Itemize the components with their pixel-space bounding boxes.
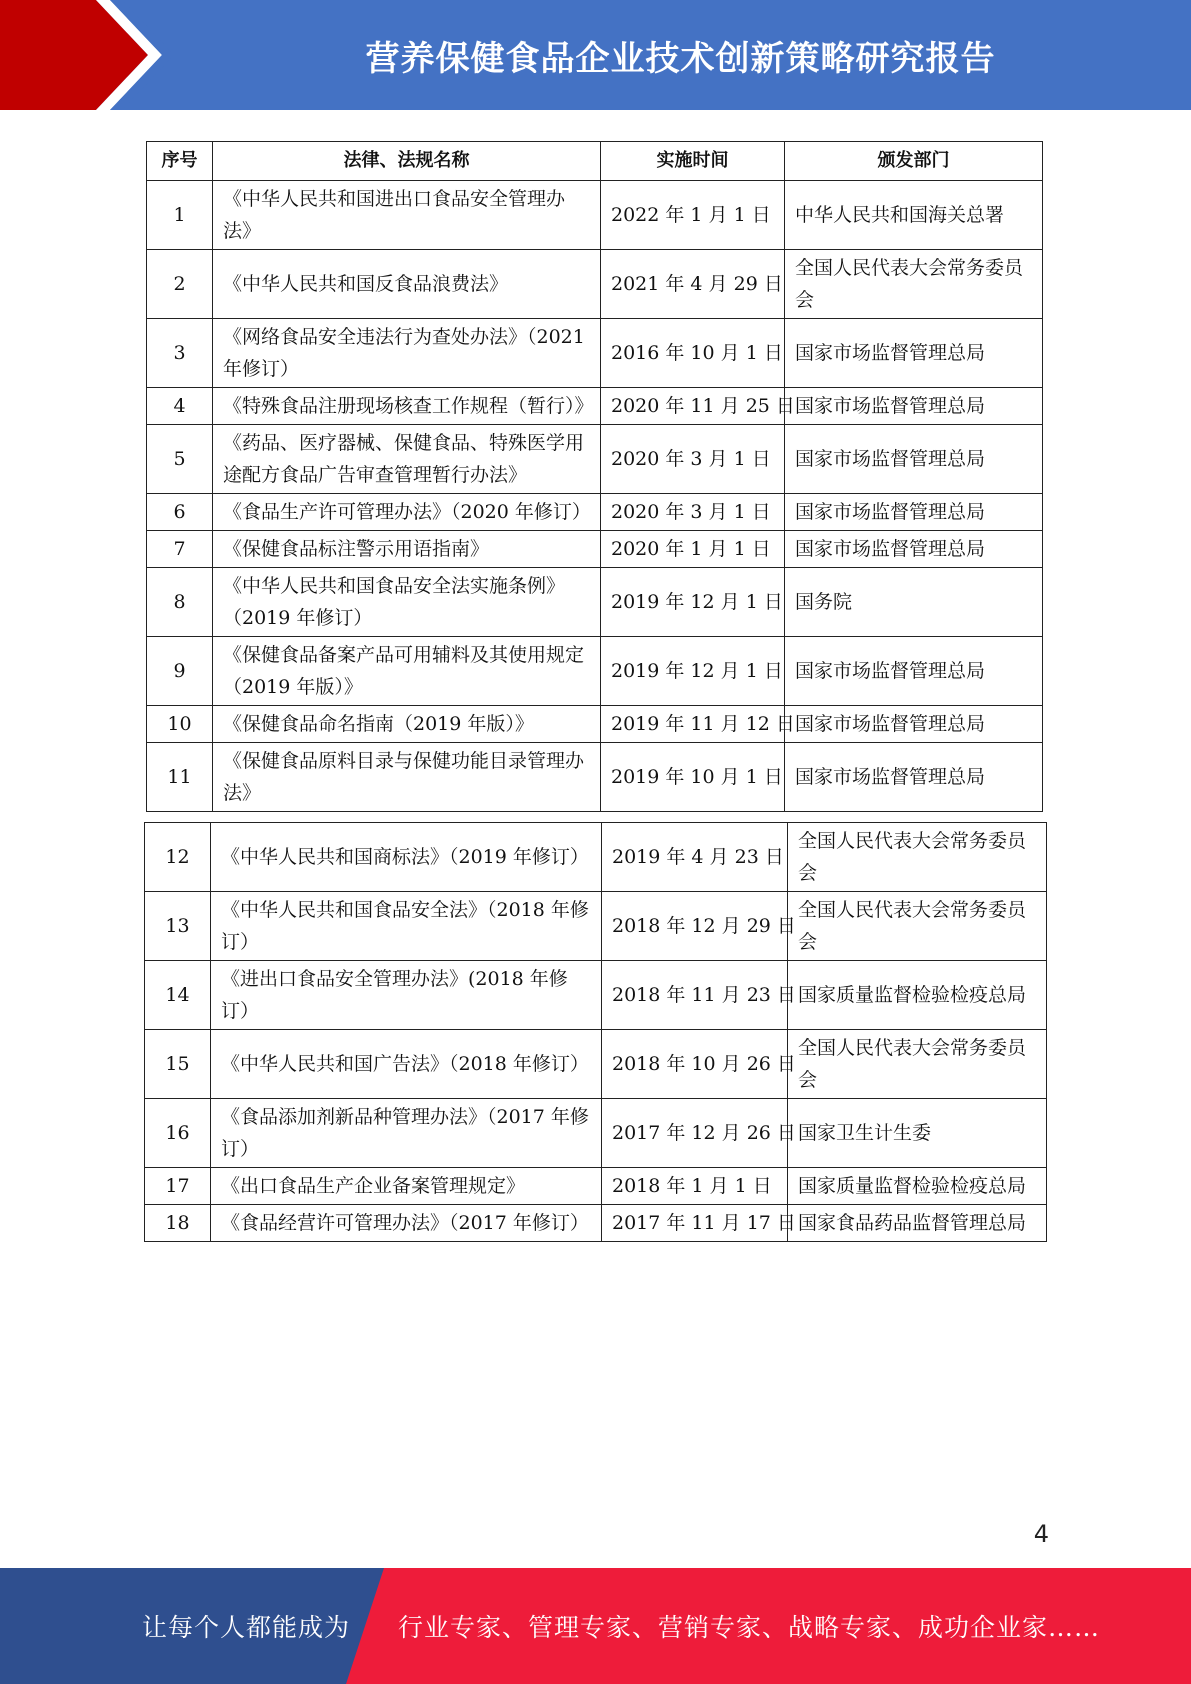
law-name: 《中华人民共和国食品安全法》（2018 年修订） <box>211 892 602 961</box>
issuing-department: 国家市场监督管理总局 <box>785 388 1043 425</box>
table-row <box>145 1030 1047 1099</box>
table-row <box>145 1168 1047 1205</box>
effective-date: 2019 年 12 月 1 日 <box>601 637 785 706</box>
effective-date: 2017 年 11 月 17 日 <box>602 1205 788 1242</box>
law-name: 《中华人民共和国食品安全法实施条例》（2019 年修订） <box>213 568 601 637</box>
law-name: 《保健食品备案产品可用辅料及其使用规定（2019 年版）》 <box>213 637 601 706</box>
header-num: 序号 <box>147 142 213 181</box>
law-name: 《中华人民共和国进出口食品安全管理办法》 <box>213 181 601 250</box>
table-row <box>147 531 1043 568</box>
table-body-part-1 <box>147 181 1043 812</box>
effective-date: 2018 年 10 月 26 日 <box>602 1030 788 1099</box>
law-name: 《食品经营许可管理办法》（2017 年修订） <box>211 1205 602 1242</box>
issuing-department: 国家市场监督管理总局 <box>785 319 1043 388</box>
table-row <box>145 892 1047 961</box>
table-row <box>145 1099 1047 1168</box>
footer-slogan-right: 行业专家、管理专家、营销专家、战略专家、成功企业家…… <box>398 1613 1101 1642</box>
header-date: 实施时间 <box>601 142 785 181</box>
issuing-department: 国家市场监督管理总局 <box>785 706 1043 743</box>
law-name: 《中华人民共和国商标法》（2019 年修订） <box>211 823 602 892</box>
table-row <box>147 250 1043 319</box>
page-footer <box>0 1568 1191 1684</box>
effective-date: 2021 年 4 月 29 日 <box>601 250 785 319</box>
row-number: 12 <box>145 823 211 892</box>
effective-date: 2020 年 1 月 1 日 <box>601 531 785 568</box>
row-number: 6 <box>147 494 213 531</box>
law-name: 《食品生产许可管理办法》（2020 年修订） <box>213 494 601 531</box>
regulations-table-part-2 <box>144 822 1047 1242</box>
law-name: 《中华人民共和国反食品浪费法》 <box>213 250 601 319</box>
law-name: 《出口食品生产企业备案管理规定》 <box>211 1168 602 1205</box>
issuing-department: 国家市场监督管理总局 <box>785 494 1043 531</box>
law-name: 《保健食品原料目录与保健功能目录管理办法》 <box>213 743 601 812</box>
effective-date: 2019 年 4 月 23 日 <box>602 823 788 892</box>
row-number: 17 <box>145 1168 211 1205</box>
row-number: 5 <box>147 425 213 494</box>
header-name: 法律、法规名称 <box>213 142 601 181</box>
row-number: 11 <box>147 743 213 812</box>
table-row <box>147 637 1043 706</box>
row-number: 9 <box>147 637 213 706</box>
table-row <box>145 961 1047 1030</box>
issuing-department: 全国人民代表大会常务委员会 <box>788 1030 1047 1099</box>
issuing-department: 国家食品药品监督管理总局 <box>788 1205 1047 1242</box>
law-name: 《中华人民共和国广告法》（2018 年修订） <box>211 1030 602 1099</box>
table-row <box>147 181 1043 250</box>
page-number: 4 <box>1033 1520 1049 1548</box>
effective-date: 2017 年 12 月 26 日 <box>602 1099 788 1168</box>
issuing-department: 国家市场监督管理总局 <box>785 531 1043 568</box>
issuing-department: 全国人民代表大会常务委员会 <box>788 823 1047 892</box>
row-number: 10 <box>147 706 213 743</box>
page-header <box>0 0 1191 110</box>
table-row <box>145 1205 1047 1242</box>
law-name: 《网络食品安全违法行为查处办法》（2021 年修订） <box>213 319 601 388</box>
row-number: 7 <box>147 531 213 568</box>
row-number: 2 <box>147 250 213 319</box>
issuing-department: 全国人民代表大会常务委员会 <box>785 250 1043 319</box>
table-body-part-2 <box>145 823 1047 1242</box>
row-number: 15 <box>145 1030 211 1099</box>
row-number: 1 <box>147 181 213 250</box>
row-number: 18 <box>145 1205 211 1242</box>
law-name: 《进出口食品安全管理办法》(2018 年修订） <box>211 961 602 1030</box>
issuing-department: 国家市场监督管理总局 <box>785 637 1043 706</box>
table-row <box>147 568 1043 637</box>
issuing-department: 国家质量监督检验检疫总局 <box>788 1168 1047 1205</box>
row-number: 8 <box>147 568 213 637</box>
effective-date: 2018 年 12 月 29 日 <box>602 892 788 961</box>
header-dept: 颁发部门 <box>785 142 1043 181</box>
effective-date: 2020 年 3 月 1 日 <box>601 425 785 494</box>
report-title: 营养保健食品企业技术创新策略研究报告 <box>365 38 996 79</box>
effective-date: 2018 年 11 月 23 日 <box>602 961 788 1030</box>
row-number: 16 <box>145 1099 211 1168</box>
effective-date: 2019 年 10 月 1 日 <box>601 743 785 812</box>
law-name: 《保健食品命名指南（2019 年版）》 <box>213 706 601 743</box>
row-number: 14 <box>145 961 211 1030</box>
issuing-department: 国家卫生计生委 <box>788 1099 1047 1168</box>
row-number: 13 <box>145 892 211 961</box>
regulations-table-part-1 <box>146 141 1043 812</box>
table-header-row <box>147 142 1043 181</box>
effective-date: 2016 年 10 月 1 日 <box>601 319 785 388</box>
effective-date: 2019 年 12 月 1 日 <box>601 568 785 637</box>
effective-date: 2022 年 1 月 1 日 <box>601 181 785 250</box>
issuing-department: 国家市场监督管理总局 <box>785 743 1043 812</box>
issuing-department: 中华人民共和国海关总署 <box>785 181 1043 250</box>
law-name: 《食品添加剂新品种管理办法》（2017 年修订） <box>211 1099 602 1168</box>
effective-date: 2020 年 3 月 1 日 <box>601 494 785 531</box>
issuing-department: 国务院 <box>785 568 1043 637</box>
row-number: 4 <box>147 388 213 425</box>
law-name: 《药品、医疗器械、保健食品、特殊医学用途配方食品广告审查管理暂行办法》 <box>213 425 601 494</box>
issuing-department: 国家质量监督检验检疫总局 <box>788 961 1047 1030</box>
row-number: 3 <box>147 319 213 388</box>
table-row <box>147 494 1043 531</box>
table-row <box>147 319 1043 388</box>
header-chevron-decoration <box>0 0 260 110</box>
table-row <box>147 425 1043 494</box>
law-name: 《保健食品标注警示用语指南》 <box>213 531 601 568</box>
issuing-department: 全国人民代表大会常务委员会 <box>788 892 1047 961</box>
footer-slogan-left: 让每个人都能成为 <box>142 1613 351 1642</box>
table-row <box>147 388 1043 425</box>
table-row <box>147 743 1043 812</box>
law-name: 《特殊食品注册现场核查工作规程（暂行）》 <box>213 388 601 425</box>
effective-date: 2020 年 11 月 25 日 <box>601 388 785 425</box>
table-row <box>145 823 1047 892</box>
effective-date: 2018 年 1 月 1 日 <box>602 1168 788 1205</box>
table-row <box>147 706 1043 743</box>
issuing-department: 国家市场监督管理总局 <box>785 425 1043 494</box>
effective-date: 2019 年 11 月 12 日 <box>601 706 785 743</box>
